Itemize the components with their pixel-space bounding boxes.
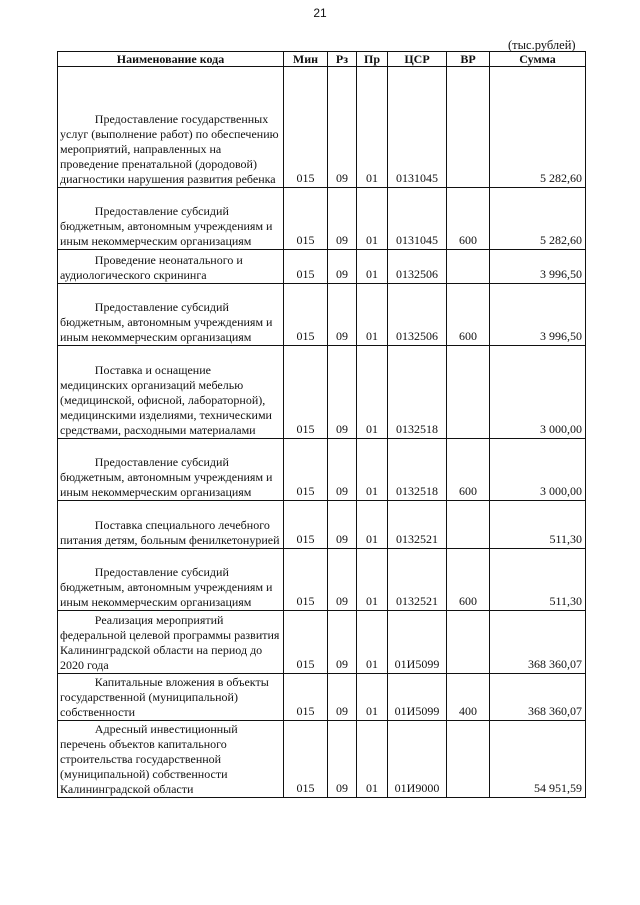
cell-rz: 09 (328, 67, 357, 188)
cell-csr: 01И5099 (388, 674, 447, 721)
cell-pr: 01 (357, 439, 388, 501)
cell-csr: 0132518 (388, 346, 447, 439)
cell-name (58, 611, 284, 674)
cell-sum: 511,30 (490, 549, 586, 611)
page-number: 21 (313, 6, 327, 20)
table-row (58, 250, 586, 284)
cell-name (58, 721, 284, 798)
table-row (58, 346, 586, 439)
cell-pr: 01 (357, 549, 388, 611)
cell-vr (447, 346, 490, 439)
cell-min: 015 (284, 439, 328, 501)
row-label: Предоставление субсидий бюджетным, автономным учреждениям и иным некоммерческим организациям (60, 565, 273, 609)
cell-csr: 0132521 (388, 549, 447, 611)
cell-vr: 600 (447, 439, 490, 501)
cell-min: 015 (284, 346, 328, 439)
row-label: Предоставление государственных услуг (выполнение работ) по обеспечению мероприятий, направленных на проведение пренатальной (дородовой) диагностики нарушения развития ребенка (60, 112, 279, 186)
cell-name (58, 674, 284, 721)
cell-rz: 09 (328, 611, 357, 674)
cell-pr: 01 (357, 346, 388, 439)
table-row (58, 501, 586, 549)
table-header-row (58, 52, 586, 67)
cell-rz: 09 (328, 284, 357, 346)
cell-vr: 600 (447, 188, 490, 250)
cell-csr: 0132506 (388, 284, 447, 346)
cell-sum: 5 282,60 (490, 67, 586, 188)
cell-csr: 01И5099 (388, 611, 447, 674)
units-label: (тыс.рублей) (508, 38, 576, 52)
cell-pr: 01 (357, 188, 388, 250)
cell-sum: 54 951,59 (490, 721, 586, 798)
cell-sum: 3 000,00 (490, 439, 586, 501)
budget-table (57, 51, 586, 798)
cell-vr (447, 250, 490, 284)
table-row (58, 611, 586, 674)
row-label: Предоставление субсидий бюджетным, автономным учреждениям и иным некоммерческим организациям (60, 300, 273, 344)
cell-min: 015 (284, 721, 328, 798)
cell-pr: 01 (357, 284, 388, 346)
row-label: Поставка специального лечебного питания детям, больным фенилкетонурией (60, 518, 280, 547)
cell-sum: 368 360,07 (490, 674, 586, 721)
row-label: Предоставление субсидий бюджетным, автономным учреждениям и иным некоммерческим организациям (60, 455, 273, 499)
cell-vr: 600 (447, 549, 490, 611)
table-body (58, 67, 586, 798)
cell-vr (447, 721, 490, 798)
cell-name (58, 250, 284, 284)
cell-rz: 09 (328, 439, 357, 501)
cell-csr: 0132521 (388, 501, 447, 549)
cell-vr (447, 611, 490, 674)
cell-sum: 5 282,60 (490, 188, 586, 250)
cell-vr (447, 501, 490, 549)
cell-csr: 01И9000 (388, 721, 447, 798)
cell-sum: 368 360,07 (490, 611, 586, 674)
row-label: Капитальные вложения в объекты государственной (муниципальной) собственности (60, 675, 269, 719)
cell-rz: 09 (328, 549, 357, 611)
table-row (58, 188, 586, 250)
header-min: Мин (284, 52, 328, 67)
cell-min: 015 (284, 674, 328, 721)
cell-csr: 0131045 (388, 67, 447, 188)
cell-sum: 3 000,00 (490, 346, 586, 439)
cell-name (58, 346, 284, 439)
header-pr: Пр (357, 52, 388, 67)
cell-pr: 01 (357, 501, 388, 549)
table-row (58, 549, 586, 611)
cell-vr: 600 (447, 284, 490, 346)
cell-name (58, 67, 284, 188)
cell-pr: 01 (357, 67, 388, 188)
cell-rz: 09 (328, 501, 357, 549)
cell-name (58, 188, 284, 250)
cell-vr (447, 67, 490, 188)
table-row (58, 67, 586, 188)
row-label: Проведение неонатального и аудиологического скрининга (60, 253, 243, 282)
cell-pr: 01 (357, 250, 388, 284)
cell-min: 015 (284, 501, 328, 549)
table-row (58, 284, 586, 346)
cell-pr: 01 (357, 674, 388, 721)
cell-min: 015 (284, 67, 328, 188)
cell-rz: 09 (328, 721, 357, 798)
cell-name (58, 549, 284, 611)
header-sum: Сумма (490, 52, 586, 67)
cell-rz: 09 (328, 188, 357, 250)
cell-pr: 01 (357, 721, 388, 798)
row-label: Адресный инвестиционный перечень объектов капитального строительства государственной (муниципальной) собственности Калининградской области (60, 722, 238, 796)
cell-rz: 09 (328, 346, 357, 439)
table-row (58, 721, 586, 798)
row-label: Поставка и оснащение медицинских организаций мебелью (медицинской, офисной, лабораторной), медицинскими изделиями, техническими средствами, расходными материалами (60, 363, 272, 437)
cell-min: 015 (284, 250, 328, 284)
cell-name (58, 439, 284, 501)
cell-pr: 01 (357, 611, 388, 674)
cell-min: 015 (284, 188, 328, 250)
cell-min: 015 (284, 549, 328, 611)
cell-name (58, 284, 284, 346)
header-rz: Рз (328, 52, 357, 67)
row-label: Реализация мероприятий федеральной целевой программы развития Калининградской области на период до 2020 года (60, 613, 280, 672)
cell-csr: 0132518 (388, 439, 447, 501)
cell-sum: 511,30 (490, 501, 586, 549)
cell-rz: 09 (328, 674, 357, 721)
row-label: Предоставление субсидий бюджетным, автономным учреждениям и иным некоммерческим организациям (60, 204, 273, 248)
cell-vr: 400 (447, 674, 490, 721)
cell-rz: 09 (328, 250, 357, 284)
table-row (58, 674, 586, 721)
cell-sum: 3 996,50 (490, 250, 586, 284)
table-row (58, 439, 586, 501)
header-name: Наименование кода (58, 52, 284, 67)
cell-csr: 0132506 (388, 250, 447, 284)
cell-csr: 0131045 (388, 188, 447, 250)
header-vr: ВР (447, 52, 490, 67)
cell-min: 015 (284, 284, 328, 346)
cell-name (58, 501, 284, 549)
cell-min: 015 (284, 611, 328, 674)
cell-sum: 3 996,50 (490, 284, 586, 346)
header-csr: ЦСР (388, 52, 447, 67)
